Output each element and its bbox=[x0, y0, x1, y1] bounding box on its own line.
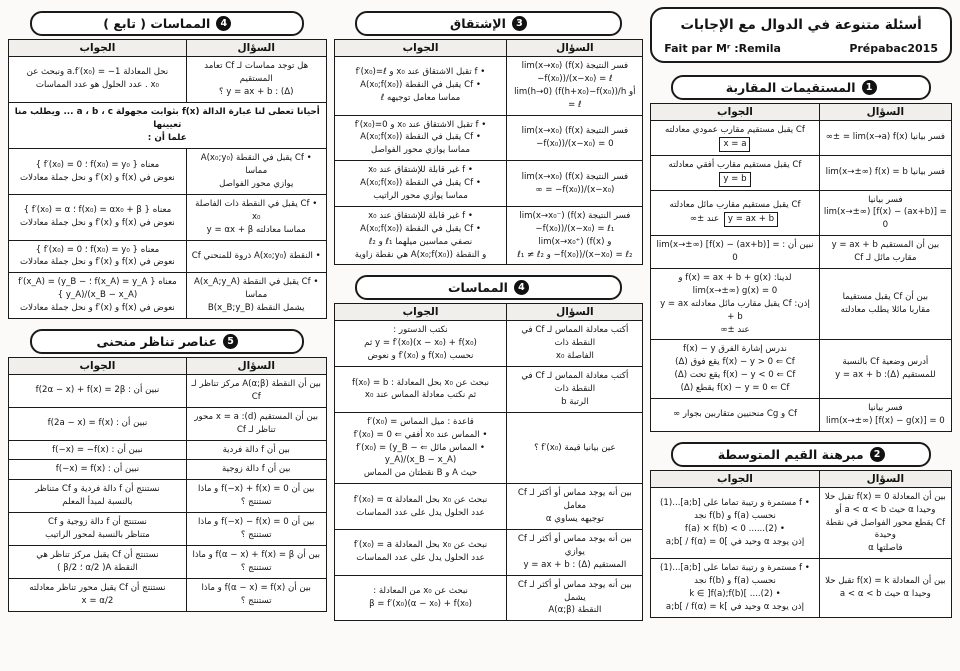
question-cell: فسر النتيجة lim(x→x₀) (f(x)−f(x₀))/(x−x₀) = ∞ bbox=[507, 161, 643, 207]
section-title-asymptotes bbox=[671, 75, 930, 100]
table-row bbox=[8, 273, 326, 319]
question-header: السؤال bbox=[186, 40, 326, 57]
answer-cell: نبحث عن x₀ من المعادلة : β = f′(x₀)(α − x₀) + f(x₀) bbox=[334, 575, 507, 621]
table-row bbox=[651, 121, 952, 156]
qa-table-tangents-cont bbox=[8, 39, 327, 319]
question-header: السؤال bbox=[819, 104, 951, 121]
table-row bbox=[334, 321, 643, 367]
answer-cell: Cf يقبل مستقيم مقارب مائل معادلته y = ax + b عند ±∞ bbox=[651, 190, 819, 236]
table-row bbox=[651, 399, 952, 432]
qa-table-tangents bbox=[334, 303, 644, 621]
table-row bbox=[334, 529, 643, 575]
question-cell: • Cf يقبل في النقطة A(x₀;y₀) مماسا يوازي محور الفواصل bbox=[186, 149, 326, 195]
answer-cell: قاعدة : ميل المماس = f′(x₀) • المماس عند x₀ أفقي ⇐ f′(x₀) = 0 • المماس مائل ⇐ f′(x₀) = (y_B − y_A)/(x_B − x_A) حيث A و B نقطتان من المماس bbox=[334, 412, 507, 483]
section-number-badge: 4 bbox=[514, 280, 529, 295]
answer-cell: نبين أن : f(−x) = −f(x) bbox=[8, 440, 186, 460]
edition-label: Prépabac2015 bbox=[849, 42, 938, 55]
table-row bbox=[8, 194, 326, 240]
section-title-tangents bbox=[355, 275, 621, 300]
table-row bbox=[651, 269, 952, 340]
answer-cell: Cf يقبل مستقيم مقارب أفقي معادلته y = b bbox=[651, 155, 819, 190]
question-cell: أكتب معادلة المماس لـ Cf في النقطة ذات الفاصلة x₀ bbox=[507, 321, 643, 367]
question-cell: فسر بيانيا lim(x→±∞) [f(x) − (ax+b)] = 0 bbox=[819, 190, 951, 236]
table-row bbox=[334, 115, 643, 161]
question-cell: بين أن المعادلة f(x) = 0 تقبل حلا وحيدا α حيث a < α < b أو Cf يقطع محور الفواصل في نقطة وحيدة فاصلتها α bbox=[819, 487, 951, 558]
answer-header: الجواب bbox=[651, 470, 819, 487]
answer-cell: لدينا: f(x) = ax + b + g(x) و lim(x→±∞) g(x) = 0 إذن: Cf يقبل مقارب مائل معادلته y = ax + b عند ±∞ bbox=[651, 269, 819, 340]
table-row bbox=[8, 407, 326, 440]
section-number-badge: 5 bbox=[223, 334, 238, 349]
question-cell: أكتب معادلة المماس لـ Cf في النقطة ذات الرتبة b bbox=[507, 367, 643, 413]
answer-header: الجواب bbox=[8, 358, 186, 375]
boxed-equation: x = a bbox=[719, 137, 750, 152]
question-cell: أدرس وضعية Cf بالنسبة للمستقيم (Δ): y = ax + b bbox=[819, 340, 951, 399]
question-cell: • Cf يقبل في النقطة A(x_A;y_A) مماسا يشمل النقطة B(x_B;y_B) bbox=[186, 273, 326, 319]
question-cell: فسر النتيجة lim(x→x₀⁻) (f(x)−f(x₀))/(x−x₀) = ℓ₁ و lim(x→x₀⁺) (f(x)−f(x₀))/(x−x₀) = ℓ₂ و ℓ₁ ≠ ℓ₂ bbox=[507, 206, 643, 265]
title-card-subrow bbox=[662, 42, 940, 55]
table-row bbox=[334, 575, 643, 621]
section-title-label: المماسات ( تابع ) bbox=[103, 16, 211, 31]
table-row bbox=[651, 559, 952, 618]
table-row bbox=[8, 460, 326, 480]
document-title: أسئلة متنوعة في الدوال مع الإجابات bbox=[680, 17, 922, 33]
question-header: السؤال bbox=[186, 358, 326, 375]
note-cell: أحيانا تعطى لنا عبارة الدالة f(x) بثوابت مجهولة a ، b ، c ... ويطلب منا تعيينها علما أن : bbox=[8, 102, 326, 149]
table-row bbox=[8, 149, 326, 195]
answer-cell: نبحث عن x₀ بحل المعادلة : f(x₀) = b ثم نكتب معادلة المماس عند x₀ bbox=[334, 367, 507, 413]
table-row bbox=[8, 440, 326, 460]
answer-cell: نستنتج أن f دالة فردية و Cf متناظر بالنسبة لمبدأ المعلم bbox=[8, 480, 186, 513]
column-middle bbox=[334, 7, 644, 664]
table-header bbox=[8, 40, 326, 57]
answer-cell: • f غير قابلة للإشتقاق عند x₀ • Cf يقبل في النقطة A(x₀;f(x₀)) مماسا يوازي محور الراتيب bbox=[334, 161, 507, 207]
question-cell: بين أن المستقيم y = ax + b مقارب مائل لـ Cf bbox=[819, 236, 951, 269]
answer-cell: • f غير قابلة للإشتقاق عند x₀ • Cf يقبل في النقطة A(x₀;f(x₀)) نصفي مماسين ميلهما ℓ₁ و ℓ₂ و النقطة A(x₀;f(x₀)) هي نقطة زاوية bbox=[334, 206, 507, 265]
question-cell: • Cf يقبل في النقطة ذات الفاصلة x₀ مماسا معادلته y = αx + β bbox=[186, 194, 326, 240]
section-title-label: المستقيمات المقاربة bbox=[725, 80, 856, 95]
table-row bbox=[8, 480, 326, 513]
question-cell: بين أن f(−x) + f(x) = 0 و ماذا تستنتج ؟ bbox=[186, 480, 326, 513]
boxed-equation: y = b bbox=[719, 172, 750, 187]
answer-header: الجواب bbox=[651, 104, 819, 121]
answer-cell: معناه { f(x_A) = y_A ؛ f′(x_A) = (y_B − y_A)/(x_B − x_A) } نعوض في f(x) و f′(x) و نحل جملة معادلات bbox=[8, 273, 186, 319]
table-row bbox=[8, 240, 326, 273]
table-row bbox=[334, 484, 643, 530]
answer-cell: نبين أن : f(−x) = f(x) bbox=[8, 460, 186, 480]
table-row bbox=[651, 190, 952, 236]
answer-header: الجواب bbox=[8, 40, 186, 57]
table-row bbox=[334, 206, 643, 265]
section-title-label: المماسات bbox=[447, 280, 508, 296]
table-row bbox=[334, 367, 643, 413]
answer-cell: نبحث عن x₀ بحل المعادلة f′(x₀) = α عدد الحلول يدل على عدد المماسات bbox=[334, 484, 507, 530]
answer-cell: نستنتج أن Cf يقبل مركز تناظر هي النقطة A( α/2 ؛ β/2 ) bbox=[8, 545, 186, 578]
section-number-badge: 2 bbox=[870, 447, 885, 462]
answer-cell: معناه { f(x₀) = y₀ ؛ f′(x₀) = 0 } نعوض في f(x) و f′(x) و نحل جملة معادلات bbox=[8, 149, 186, 195]
answer-cell: • f مستمرة و رتيبة تماما على [a;b]...(1) نحسب f(a) و f(b) نجد • k ∈ ]f(a);f(b)[ ....(2) إذن يوجد α وحيد في ]a;b[ / f(α) = k bbox=[651, 559, 819, 618]
qa-table-derivative bbox=[334, 39, 644, 265]
section-title-ivt bbox=[671, 442, 930, 467]
answer-cell: نحل المعادلة a.f′(x₀) = −1 ونبحث عن x₀ . عدد الحلول هو عدد المماسات bbox=[8, 57, 186, 103]
question-cell: بين أنه يوجد مماس أو أكثر لـ Cf يشمل النقطة A(α;β) bbox=[507, 575, 643, 621]
question-cell: بين أن f دالة فردية bbox=[186, 440, 326, 460]
table-row bbox=[334, 412, 643, 483]
question-cell: فسر بيانيا lim(x→a) f(x) = ±∞ bbox=[819, 121, 951, 156]
question-cell: بين أن النقطة A(α;β) مركز تناظر لـ Cf bbox=[186, 375, 326, 408]
question-cell: فسر بيانيا lim(x→±∞) f(x) = b bbox=[819, 155, 951, 190]
answer-cell: ندرس إشارة الفرق f(x) − y f(x) − y > 0 ⇐ Cf يقع فوق (Δ) f(x) − y < 0 ⇐ Cf يقع تحت (Δ) f(x) − y = 0 ⇐ Cf يقطع (Δ) bbox=[651, 340, 819, 399]
answer-header: الجواب bbox=[334, 304, 507, 321]
question-cell: هل توجد مماسات لـ Cf تعامد المستقيم (Δ) : y = ax + b ؟ bbox=[186, 57, 326, 103]
answer-cell: معناه { f(x₀) = αx₀ + β ؛ f′(x₀) = α } نعوض في f(x) و f′(x) و نحل جملة معادلات bbox=[8, 194, 186, 240]
question-cell: • النقطة A(x₀;y₀) ذروة للمنحني Cf bbox=[186, 240, 326, 273]
table-row bbox=[8, 545, 326, 578]
table-row bbox=[8, 375, 326, 408]
question-header: السؤال bbox=[819, 470, 951, 487]
question-cell: بين أن f(α − x) = f(x) و ماذا تستنتج ؟ bbox=[186, 578, 326, 611]
qa-table-symmetry bbox=[8, 357, 327, 611]
table-header bbox=[651, 104, 952, 121]
table-header bbox=[334, 40, 643, 57]
question-header: السؤال bbox=[507, 304, 643, 321]
answer-cell: Cf يقبل مستقيم مقارب عمودي معادلته x = a bbox=[651, 121, 819, 156]
table-row bbox=[8, 513, 326, 546]
table-row bbox=[8, 578, 326, 611]
title-card bbox=[650, 7, 952, 63]
table-header bbox=[8, 358, 326, 375]
question-cell: فسر بيانيا lim(x→±∞) [f(x) − g(x)] = 0 bbox=[819, 399, 951, 432]
answer-cell: نستنتج أن Cf يقبل محور تناظر معادلته x = α/2 bbox=[8, 578, 186, 611]
table-row bbox=[8, 57, 326, 103]
table-header bbox=[334, 304, 643, 321]
table-row bbox=[334, 57, 643, 116]
column-right bbox=[650, 7, 952, 664]
question-header: السؤال bbox=[507, 40, 643, 57]
table-row bbox=[651, 340, 952, 399]
answer-cell: • f تقبل الاشتقاق عند x₀ و f′(x₀)=ℓ • Cf يقبل في النقطة A(x₀;f(x₀)) مماسا معامل توجيهه ℓ bbox=[334, 57, 507, 116]
question-cell: بين أن المستقيم (d): x = a محور تناظر لـ Cf bbox=[186, 407, 326, 440]
question-cell: فسر النتيجة lim(x→x₀) (f(x)−f(x₀))/(x−x₀) = ℓ أو lim(h→0) (f(h+x₀)−f(x₀))/h = ℓ bbox=[507, 57, 643, 116]
answer-cell: نبين أن : f(2α − x) + f(x) = 2β bbox=[8, 375, 186, 408]
answer-header: الجواب bbox=[334, 40, 507, 57]
section-title-label: عناصر تناظر منحنى bbox=[96, 334, 218, 350]
table-row bbox=[651, 155, 952, 190]
question-cell: بين أن f دالة زوجية bbox=[186, 460, 326, 480]
question-cell: بين أن f(−x) − f(x) = 0 و ماذا تستنتج ؟ bbox=[186, 513, 326, 546]
answer-cell: • f تقبل الاشتقاق عند x₀ و f′(x₀)=0 • Cf يقبل في النقطة A(x₀;f(x₀)) مماسا يوازي محور الفواصل bbox=[334, 115, 507, 161]
answer-cell: نكتب الدستور : y = f′(x₀)(x − x₀) + f(x₀) ثم نحسب f(x₀) و f′(x₀) و نعوض bbox=[334, 321, 507, 367]
section-number-badge: 1 bbox=[862, 80, 877, 95]
boxed-equation: y = ax + b bbox=[724, 212, 778, 227]
section-number-badge: 4 bbox=[216, 16, 231, 31]
table-row bbox=[8, 102, 326, 149]
answer-cell: Cf و Cg منحنيين متقاربين بجوار ∞ bbox=[651, 399, 819, 432]
section-number-badge: 3 bbox=[512, 16, 527, 31]
qa-table-ivt bbox=[650, 470, 952, 618]
question-cell: بين أن المعادلة f(x) = k تقبل حلا وحيدا α حيث a < α < b bbox=[819, 559, 951, 618]
question-cell: بين أنه يوجد مماس أو أكثر لـ Cf معامل توجيهه يساوي α bbox=[507, 484, 643, 530]
table-row bbox=[651, 236, 952, 269]
answer-cell: معناه { f(x₀) = y₀ ؛ f′(x₀) = 0 } نعوض في f(x) و f′(x) و نحل جملة معادلات bbox=[8, 240, 186, 273]
question-cell: بين أن Cf يقبل مستقيما مقاربا مائلا يطلب معادلته bbox=[819, 269, 951, 340]
table-header bbox=[651, 470, 952, 487]
question-cell: فسر النتيجة lim(x→x₀) (f(x)−f(x₀))/(x−x₀) = 0 bbox=[507, 115, 643, 161]
section-title-label: الإشتقاق bbox=[450, 16, 506, 31]
section-title-tangents-cont bbox=[30, 11, 304, 36]
question-cell: عين بيانيا قيمة f′(x₀) ؟ bbox=[507, 412, 643, 483]
answer-cell: نبين أن : f(2a − x) = f(x) bbox=[8, 407, 186, 440]
qa-table-asymptotes bbox=[650, 103, 952, 432]
answer-cell: نستنتج أن f دالة زوجية و Cf متناظر بالنسبة لمحور الراتيب bbox=[8, 513, 186, 546]
answer-cell: نبين أن : lim(x→±∞) [f(x) − (ax+b)] = 0 bbox=[651, 236, 819, 269]
author-credit: Fait par Mʳ :Remila bbox=[664, 42, 781, 55]
section-title-symmetry bbox=[30, 329, 304, 354]
table-row bbox=[334, 161, 643, 207]
question-cell: بين أنه يوجد مماس أو أكثر لـ Cf يوازي المستقيم (Δ) : y = ax + b bbox=[507, 529, 643, 575]
answer-cell: • f مستمرة و رتيبة تماما على [a;b]...(1) نحسب f(a) و f(b) نجد • f(a) × f(b) < 0 ......(2) إذن يوجد α وحيد في ]a;b[ / f(α) = 0 bbox=[651, 487, 819, 558]
question-cell: بين أن f(α − x) + f(x) = β و ماذا تستنتج ؟ bbox=[186, 545, 326, 578]
section-title-label: مبرهنة القيم المتوسطة bbox=[717, 446, 864, 462]
table-row bbox=[651, 487, 952, 558]
section-title-derivative bbox=[355, 11, 621, 36]
column-left bbox=[8, 7, 327, 664]
answer-cell: نبحث عن x₀ بحل المعادلة f′(x₀) = a عدد الحلول يدل على عدد المماسات bbox=[334, 529, 507, 575]
